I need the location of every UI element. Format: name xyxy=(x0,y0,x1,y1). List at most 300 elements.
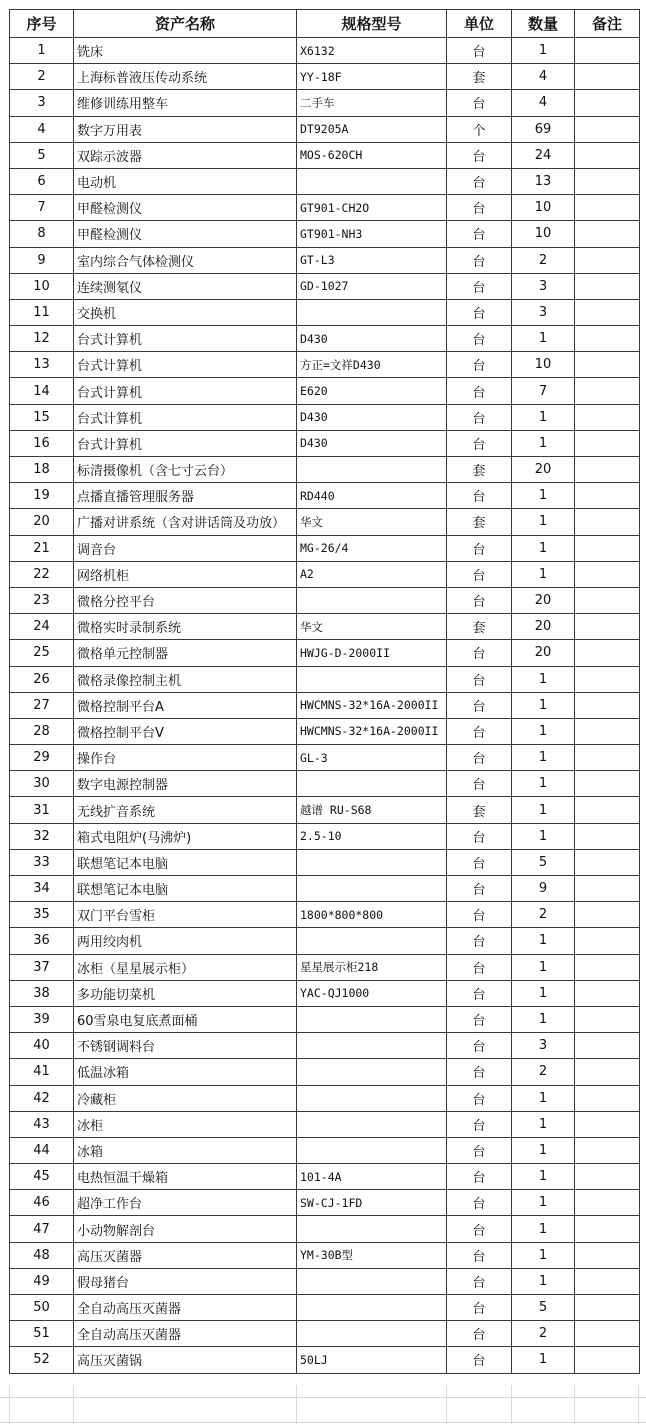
cell-no[interactable]: 12 xyxy=(10,326,74,352)
cell-spec[interactable]: E620 xyxy=(297,378,447,404)
cell-unit[interactable]: 台 xyxy=(447,1033,512,1059)
cell-asset-name[interactable]: 电动机 xyxy=(74,168,297,194)
cell-note[interactable] xyxy=(575,38,640,64)
cell-unit[interactable]: 台 xyxy=(447,378,512,404)
cell-note[interactable] xyxy=(575,221,640,247)
cell-qty[interactable]: 3 xyxy=(512,273,575,299)
cell-note[interactable] xyxy=(575,1164,640,1190)
cell-note[interactable] xyxy=(575,430,640,456)
cell-no[interactable]: 1 xyxy=(10,38,74,64)
cell-no[interactable]: 21 xyxy=(10,535,74,561)
cell-unit[interactable]: 台 xyxy=(447,326,512,352)
cell-spec[interactable]: 方正=文祥D430 xyxy=(297,352,447,378)
cell-no[interactable]: 9 xyxy=(10,247,74,273)
cell-qty[interactable]: 1 xyxy=(512,1216,575,1242)
cell-qty[interactable]: 9 xyxy=(512,876,575,902)
cell-spec[interactable]: D430 xyxy=(297,430,447,456)
cell-asset-name[interactable]: 台式计算机 xyxy=(74,352,297,378)
cell-qty[interactable]: 1 xyxy=(512,692,575,718)
cell-qty[interactable]: 10 xyxy=(512,352,575,378)
cell-qty[interactable]: 20 xyxy=(512,587,575,613)
cell-unit[interactable]: 台 xyxy=(447,1111,512,1137)
cell-no[interactable]: 3 xyxy=(10,90,74,116)
cell-unit[interactable]: 台 xyxy=(447,1321,512,1347)
cell-asset-name[interactable]: 网络机柜 xyxy=(74,561,297,587)
cell-note[interactable] xyxy=(575,1347,640,1373)
cell-note[interactable] xyxy=(575,299,640,325)
cell-qty[interactable]: 1 xyxy=(512,1190,575,1216)
cell-qty[interactable]: 13 xyxy=(512,168,575,194)
cell-note[interactable] xyxy=(575,404,640,430)
cell-spec[interactable] xyxy=(297,168,447,194)
cell-qty[interactable]: 1 xyxy=(512,745,575,771)
cell-spec[interactable]: 越谱 RU-S68 xyxy=(297,797,447,823)
cell-asset-name[interactable]: 数字万用表 xyxy=(74,116,297,142)
cell-qty[interactable]: 1 xyxy=(512,509,575,535)
cell-unit[interactable]: 台 xyxy=(447,718,512,744)
cell-qty[interactable]: 1 xyxy=(512,326,575,352)
cell-qty[interactable]: 5 xyxy=(512,1295,575,1321)
cell-unit[interactable]: 台 xyxy=(447,771,512,797)
cell-note[interactable] xyxy=(575,195,640,221)
cell-no[interactable]: 35 xyxy=(10,902,74,928)
cell-note[interactable] xyxy=(575,876,640,902)
cell-qty[interactable]: 20 xyxy=(512,457,575,483)
cell-spec[interactable]: 50LJ xyxy=(297,1347,447,1373)
cell-spec[interactable] xyxy=(297,666,447,692)
cell-no[interactable]: 47 xyxy=(10,1216,74,1242)
header-note[interactable]: 备注 xyxy=(575,10,640,38)
cell-note[interactable] xyxy=(575,1111,640,1137)
cell-spec[interactable]: A2 xyxy=(297,561,447,587)
cell-unit[interactable]: 台 xyxy=(447,273,512,299)
cell-unit[interactable]: 个 xyxy=(447,116,512,142)
cell-spec[interactable] xyxy=(297,457,447,483)
cell-note[interactable] xyxy=(575,352,640,378)
cell-qty[interactable]: 1 xyxy=(512,483,575,509)
cell-unit[interactable]: 台 xyxy=(447,1085,512,1111)
cell-spec[interactable]: HWCMNS-32*16A-2000II xyxy=(297,718,447,744)
cell-note[interactable] xyxy=(575,1216,640,1242)
cell-unit[interactable]: 台 xyxy=(447,954,512,980)
cell-note[interactable] xyxy=(575,1033,640,1059)
cell-asset-name[interactable]: 冰柜（星星展示柜） xyxy=(74,954,297,980)
cell-note[interactable] xyxy=(575,928,640,954)
cell-asset-name[interactable]: 调音台 xyxy=(74,535,297,561)
cell-unit[interactable]: 台 xyxy=(447,221,512,247)
header-no[interactable]: 序号 xyxy=(10,10,74,38)
cell-asset-name[interactable]: 无线扩音系统 xyxy=(74,797,297,823)
cell-asset-name[interactable]: 交换机 xyxy=(74,299,297,325)
cell-no[interactable]: 18 xyxy=(10,457,74,483)
cell-no[interactable]: 28 xyxy=(10,718,74,744)
cell-asset-name[interactable]: 室内综合气体检测仪 xyxy=(74,247,297,273)
cell-unit[interactable]: 台 xyxy=(447,902,512,928)
cell-spec[interactable] xyxy=(297,1321,447,1347)
cell-unit[interactable]: 台 xyxy=(447,1268,512,1294)
cell-unit[interactable]: 台 xyxy=(447,1164,512,1190)
cell-unit[interactable]: 台 xyxy=(447,1216,512,1242)
cell-qty[interactable]: 1 xyxy=(512,1111,575,1137)
cell-note[interactable] xyxy=(575,1190,640,1216)
cell-no[interactable]: 25 xyxy=(10,640,74,666)
cell-unit[interactable]: 台 xyxy=(447,195,512,221)
cell-asset-name[interactable]: 冷藏柜 xyxy=(74,1085,297,1111)
cell-note[interactable] xyxy=(575,457,640,483)
cell-qty[interactable]: 1 xyxy=(512,430,575,456)
cell-no[interactable]: 51 xyxy=(10,1321,74,1347)
cell-unit[interactable]: 台 xyxy=(447,692,512,718)
cell-note[interactable] xyxy=(575,1006,640,1032)
cell-qty[interactable]: 1 xyxy=(512,1268,575,1294)
cell-unit[interactable]: 台 xyxy=(447,1006,512,1032)
cell-asset-name[interactable]: 全自动高压灭菌器 xyxy=(74,1321,297,1347)
cell-unit[interactable]: 台 xyxy=(447,1059,512,1085)
cell-asset-name[interactable]: 联想笔记本电脑 xyxy=(74,876,297,902)
cell-unit[interactable]: 台 xyxy=(447,38,512,64)
cell-unit[interactable]: 套 xyxy=(447,509,512,535)
cell-spec[interactable]: GT901-NH3 xyxy=(297,221,447,247)
cell-spec[interactable] xyxy=(297,1059,447,1085)
cell-no[interactable]: 49 xyxy=(10,1268,74,1294)
cell-no[interactable]: 13 xyxy=(10,352,74,378)
cell-qty[interactable]: 7 xyxy=(512,378,575,404)
cell-asset-name[interactable]: 铣床 xyxy=(74,38,297,64)
cell-unit[interactable]: 台 xyxy=(447,1137,512,1163)
cell-spec[interactable]: MOS-620CH xyxy=(297,142,447,168)
cell-note[interactable] xyxy=(575,1137,640,1163)
cell-unit[interactable]: 台 xyxy=(447,168,512,194)
cell-qty[interactable]: 1 xyxy=(512,718,575,744)
cell-asset-name[interactable]: 广播对讲系统（含对讲话筒及功放） xyxy=(74,509,297,535)
cell-note[interactable] xyxy=(575,718,640,744)
cell-note[interactable] xyxy=(575,1242,640,1268)
cell-qty[interactable]: 20 xyxy=(512,614,575,640)
cell-note[interactable] xyxy=(575,142,640,168)
cell-no[interactable]: 23 xyxy=(10,587,74,613)
cell-asset-name[interactable]: 电热恒温干燥箱 xyxy=(74,1164,297,1190)
cell-no[interactable]: 2 xyxy=(10,64,74,90)
cell-asset-name[interactable]: 操作台 xyxy=(74,745,297,771)
cell-asset-name[interactable]: 点播直播管理服务器 xyxy=(74,483,297,509)
cell-unit[interactable]: 台 xyxy=(447,142,512,168)
cell-qty[interactable]: 1 xyxy=(512,1137,575,1163)
cell-unit[interactable]: 台 xyxy=(447,640,512,666)
cell-no[interactable]: 40 xyxy=(10,1033,74,1059)
cell-spec[interactable]: DT9205A xyxy=(297,116,447,142)
cell-unit[interactable]: 台 xyxy=(447,1347,512,1373)
cell-qty[interactable]: 2 xyxy=(512,1321,575,1347)
cell-spec[interactable] xyxy=(297,849,447,875)
header-unit[interactable]: 单位 xyxy=(447,10,512,38)
cell-qty[interactable]: 4 xyxy=(512,64,575,90)
cell-no[interactable]: 6 xyxy=(10,168,74,194)
cell-spec[interactable] xyxy=(297,1268,447,1294)
cell-note[interactable] xyxy=(575,1059,640,1085)
cell-asset-name[interactable]: 冰柜 xyxy=(74,1111,297,1137)
cell-no[interactable]: 8 xyxy=(10,221,74,247)
cell-spec[interactable]: YM-30B型 xyxy=(297,1242,447,1268)
cell-spec[interactable]: YY-18F xyxy=(297,64,447,90)
cell-qty[interactable]: 2 xyxy=(512,247,575,273)
cell-no[interactable]: 41 xyxy=(10,1059,74,1085)
cell-note[interactable] xyxy=(575,666,640,692)
cell-unit[interactable]: 台 xyxy=(447,430,512,456)
cell-unit[interactable]: 台 xyxy=(447,535,512,561)
cell-unit[interactable]: 台 xyxy=(447,483,512,509)
cell-asset-name[interactable]: 低温冰箱 xyxy=(74,1059,297,1085)
cell-note[interactable] xyxy=(575,614,640,640)
header-qty[interactable]: 数量 xyxy=(512,10,575,38)
cell-qty[interactable]: 10 xyxy=(512,221,575,247)
cell-spec[interactable]: GL-3 xyxy=(297,745,447,771)
cell-no[interactable]: 33 xyxy=(10,849,74,875)
cell-note[interactable] xyxy=(575,1085,640,1111)
cell-spec[interactable]: GD-1027 xyxy=(297,273,447,299)
cell-qty[interactable]: 1 xyxy=(512,1085,575,1111)
cell-note[interactable] xyxy=(575,378,640,404)
cell-asset-name[interactable]: 台式计算机 xyxy=(74,430,297,456)
cell-spec[interactable]: YAC-QJ1000 xyxy=(297,980,447,1006)
cell-note[interactable] xyxy=(575,1268,640,1294)
cell-asset-name[interactable]: 微格录像控制主机 xyxy=(74,666,297,692)
cell-asset-name[interactable]: 台式计算机 xyxy=(74,404,297,430)
cell-qty[interactable]: 4 xyxy=(512,90,575,116)
cell-asset-name[interactable]: 维修训练用整车 xyxy=(74,90,297,116)
cell-unit[interactable]: 台 xyxy=(447,928,512,954)
cell-asset-name[interactable]: 标清摄像机（含七寸云台） xyxy=(74,457,297,483)
cell-note[interactable] xyxy=(575,797,640,823)
cell-qty[interactable]: 1 xyxy=(512,666,575,692)
cell-qty[interactable]: 1 xyxy=(512,954,575,980)
cell-spec[interactable]: GT901-CH2O xyxy=(297,195,447,221)
cell-spec[interactable] xyxy=(297,876,447,902)
cell-unit[interactable]: 台 xyxy=(447,980,512,1006)
cell-spec[interactable]: GT-L3 xyxy=(297,247,447,273)
cell-no[interactable]: 4 xyxy=(10,116,74,142)
cell-asset-name[interactable]: 上海标普液压传动系统 xyxy=(74,64,297,90)
cell-note[interactable] xyxy=(575,326,640,352)
cell-no[interactable]: 34 xyxy=(10,876,74,902)
cell-spec[interactable]: MG-26/4 xyxy=(297,535,447,561)
cell-asset-name[interactable]: 甲醛检测仪 xyxy=(74,195,297,221)
cell-no[interactable]: 5 xyxy=(10,142,74,168)
cell-unit[interactable]: 台 xyxy=(447,299,512,325)
cell-spec[interactable]: D430 xyxy=(297,404,447,430)
cell-spec[interactable]: 星星展示柜218 xyxy=(297,954,447,980)
cell-qty[interactable]: 69 xyxy=(512,116,575,142)
cell-qty[interactable]: 1 xyxy=(512,771,575,797)
cell-note[interactable] xyxy=(575,1295,640,1321)
cell-no[interactable]: 15 xyxy=(10,404,74,430)
header-spec[interactable]: 规格型号 xyxy=(297,10,447,38)
cell-spec[interactable]: RD440 xyxy=(297,483,447,509)
cell-note[interactable] xyxy=(575,745,640,771)
cell-no[interactable]: 16 xyxy=(10,430,74,456)
cell-qty[interactable]: 10 xyxy=(512,195,575,221)
cell-asset-name[interactable]: 台式计算机 xyxy=(74,326,297,352)
cell-unit[interactable]: 台 xyxy=(447,1242,512,1268)
cell-spec[interactable] xyxy=(297,587,447,613)
cell-qty[interactable]: 1 xyxy=(512,823,575,849)
cell-asset-name[interactable]: 不锈钢调料台 xyxy=(74,1033,297,1059)
cell-spec[interactable] xyxy=(297,1033,447,1059)
cell-no[interactable]: 32 xyxy=(10,823,74,849)
cell-unit[interactable]: 台 xyxy=(447,352,512,378)
cell-no[interactable]: 11 xyxy=(10,299,74,325)
cell-asset-name[interactable]: 假母猪台 xyxy=(74,1268,297,1294)
cell-no[interactable]: 37 xyxy=(10,954,74,980)
cell-asset-name[interactable]: 数字电源控制器 xyxy=(74,771,297,797)
cell-asset-name[interactable]: 高压灭菌器 xyxy=(74,1242,297,1268)
cell-spec[interactable]: X6132 xyxy=(297,38,447,64)
cell-qty[interactable]: 3 xyxy=(512,299,575,325)
cell-unit[interactable]: 台 xyxy=(447,666,512,692)
cell-spec[interactable] xyxy=(297,1137,447,1163)
cell-unit[interactable]: 台 xyxy=(447,876,512,902)
cell-note[interactable] xyxy=(575,535,640,561)
cell-qty[interactable]: 1 xyxy=(512,797,575,823)
cell-asset-name[interactable]: 60雪泉电复底煮面桶 xyxy=(74,1006,297,1032)
cell-no[interactable]: 10 xyxy=(10,273,74,299)
cell-spec[interactable]: D430 xyxy=(297,326,447,352)
cell-spec[interactable]: SW-CJ-1FD xyxy=(297,1190,447,1216)
cell-no[interactable]: 29 xyxy=(10,745,74,771)
cell-note[interactable] xyxy=(575,483,640,509)
cell-note[interactable] xyxy=(575,587,640,613)
cell-asset-name[interactable]: 箱式电阻炉(马沸炉) xyxy=(74,823,297,849)
cell-no[interactable]: 31 xyxy=(10,797,74,823)
cell-qty[interactable]: 1 xyxy=(512,980,575,1006)
header-asset-name[interactable]: 资产名称 xyxy=(74,10,297,38)
cell-qty[interactable]: 1 xyxy=(512,38,575,64)
cell-asset-name[interactable]: 高压灭菌锅 xyxy=(74,1347,297,1373)
cell-no[interactable]: 36 xyxy=(10,928,74,954)
cell-spec[interactable]: 华文 xyxy=(297,614,447,640)
cell-note[interactable] xyxy=(575,64,640,90)
cell-spec[interactable]: 2.5-10 xyxy=(297,823,447,849)
cell-asset-name[interactable]: 台式计算机 xyxy=(74,378,297,404)
cell-unit[interactable]: 套 xyxy=(447,614,512,640)
cell-spec[interactable] xyxy=(297,928,447,954)
cell-unit[interactable]: 台 xyxy=(447,1190,512,1216)
cell-unit[interactable]: 台 xyxy=(447,823,512,849)
cell-qty[interactable]: 1 xyxy=(512,404,575,430)
cell-no[interactable]: 43 xyxy=(10,1111,74,1137)
cell-no[interactable]: 20 xyxy=(10,509,74,535)
cell-spec[interactable]: 1800*800*800 xyxy=(297,902,447,928)
cell-no[interactable]: 39 xyxy=(10,1006,74,1032)
cell-asset-name[interactable]: 微格实时录制系统 xyxy=(74,614,297,640)
cell-note[interactable] xyxy=(575,902,640,928)
cell-asset-name[interactable]: 微格控制平台V xyxy=(74,718,297,744)
cell-no[interactable]: 14 xyxy=(10,378,74,404)
cell-unit[interactable]: 台 xyxy=(447,247,512,273)
cell-note[interactable] xyxy=(575,90,640,116)
cell-asset-name[interactable]: 超净工作台 xyxy=(74,1190,297,1216)
cell-note[interactable] xyxy=(575,116,640,142)
cell-spec[interactable] xyxy=(297,771,447,797)
cell-unit[interactable]: 台 xyxy=(447,561,512,587)
cell-qty[interactable]: 3 xyxy=(512,1033,575,1059)
cell-qty[interactable]: 5 xyxy=(512,849,575,875)
cell-no[interactable]: 52 xyxy=(10,1347,74,1373)
cell-spec[interactable]: 华文 xyxy=(297,509,447,535)
cell-note[interactable] xyxy=(575,1321,640,1347)
cell-asset-name[interactable]: 甲醛检测仪 xyxy=(74,221,297,247)
cell-asset-name[interactable]: 连续测氡仪 xyxy=(74,273,297,299)
cell-asset-name[interactable]: 微格分控平台 xyxy=(74,587,297,613)
cell-qty[interactable]: 2 xyxy=(512,902,575,928)
cell-unit[interactable]: 台 xyxy=(447,90,512,116)
cell-asset-name[interactable]: 两用绞肉机 xyxy=(74,928,297,954)
cell-no[interactable]: 24 xyxy=(10,614,74,640)
cell-note[interactable] xyxy=(575,849,640,875)
cell-unit[interactable]: 台 xyxy=(447,849,512,875)
cell-no[interactable]: 7 xyxy=(10,195,74,221)
cell-qty[interactable]: 20 xyxy=(512,640,575,666)
cell-note[interactable] xyxy=(575,247,640,273)
cell-no[interactable]: 45 xyxy=(10,1164,74,1190)
cell-asset-name[interactable]: 冰箱 xyxy=(74,1137,297,1163)
cell-no[interactable]: 30 xyxy=(10,771,74,797)
cell-qty[interactable]: 1 xyxy=(512,1347,575,1373)
cell-note[interactable] xyxy=(575,273,640,299)
cell-note[interactable] xyxy=(575,561,640,587)
cell-asset-name[interactable]: 联想笔记本电脑 xyxy=(74,849,297,875)
cell-asset-name[interactable]: 微格单元控制器 xyxy=(74,640,297,666)
cell-note[interactable] xyxy=(575,771,640,797)
cell-note[interactable] xyxy=(575,980,640,1006)
cell-no[interactable]: 38 xyxy=(10,980,74,1006)
cell-note[interactable] xyxy=(575,823,640,849)
cell-spec[interactable]: 二手车 xyxy=(297,90,447,116)
cell-spec[interactable] xyxy=(297,1111,447,1137)
cell-qty[interactable]: 24 xyxy=(512,142,575,168)
cell-spec[interactable] xyxy=(297,1085,447,1111)
cell-spec[interactable] xyxy=(297,1216,447,1242)
cell-qty[interactable]: 1 xyxy=(512,535,575,561)
cell-qty[interactable]: 1 xyxy=(512,928,575,954)
cell-asset-name[interactable]: 多功能切菜机 xyxy=(74,980,297,1006)
cell-unit[interactable]: 台 xyxy=(447,587,512,613)
cell-no[interactable]: 44 xyxy=(10,1137,74,1163)
cell-qty[interactable]: 1 xyxy=(512,1006,575,1032)
cell-no[interactable]: 19 xyxy=(10,483,74,509)
cell-asset-name[interactable]: 双门平台雪柜 xyxy=(74,902,297,928)
cell-unit[interactable]: 台 xyxy=(447,745,512,771)
cell-note[interactable] xyxy=(575,954,640,980)
cell-asset-name[interactable]: 全自动高压灭菌器 xyxy=(74,1295,297,1321)
cell-note[interactable] xyxy=(575,692,640,718)
cell-spec[interactable] xyxy=(297,1006,447,1032)
cell-no[interactable]: 26 xyxy=(10,666,74,692)
cell-asset-name[interactable]: 微格控制平台A xyxy=(74,692,297,718)
cell-qty[interactable]: 1 xyxy=(512,1164,575,1190)
cell-asset-name[interactable]: 小动物解剖台 xyxy=(74,1216,297,1242)
cell-qty[interactable]: 1 xyxy=(512,1242,575,1268)
cell-spec[interactable]: HWJG-D-2000II xyxy=(297,640,447,666)
cell-no[interactable]: 48 xyxy=(10,1242,74,1268)
cell-note[interactable] xyxy=(575,640,640,666)
cell-note[interactable] xyxy=(575,168,640,194)
cell-no[interactable]: 46 xyxy=(10,1190,74,1216)
cell-no[interactable]: 42 xyxy=(10,1085,74,1111)
cell-asset-name[interactable]: 双踪示波器 xyxy=(74,142,297,168)
cell-no[interactable]: 50 xyxy=(10,1295,74,1321)
cell-qty[interactable]: 2 xyxy=(512,1059,575,1085)
cell-spec[interactable] xyxy=(297,1295,447,1321)
